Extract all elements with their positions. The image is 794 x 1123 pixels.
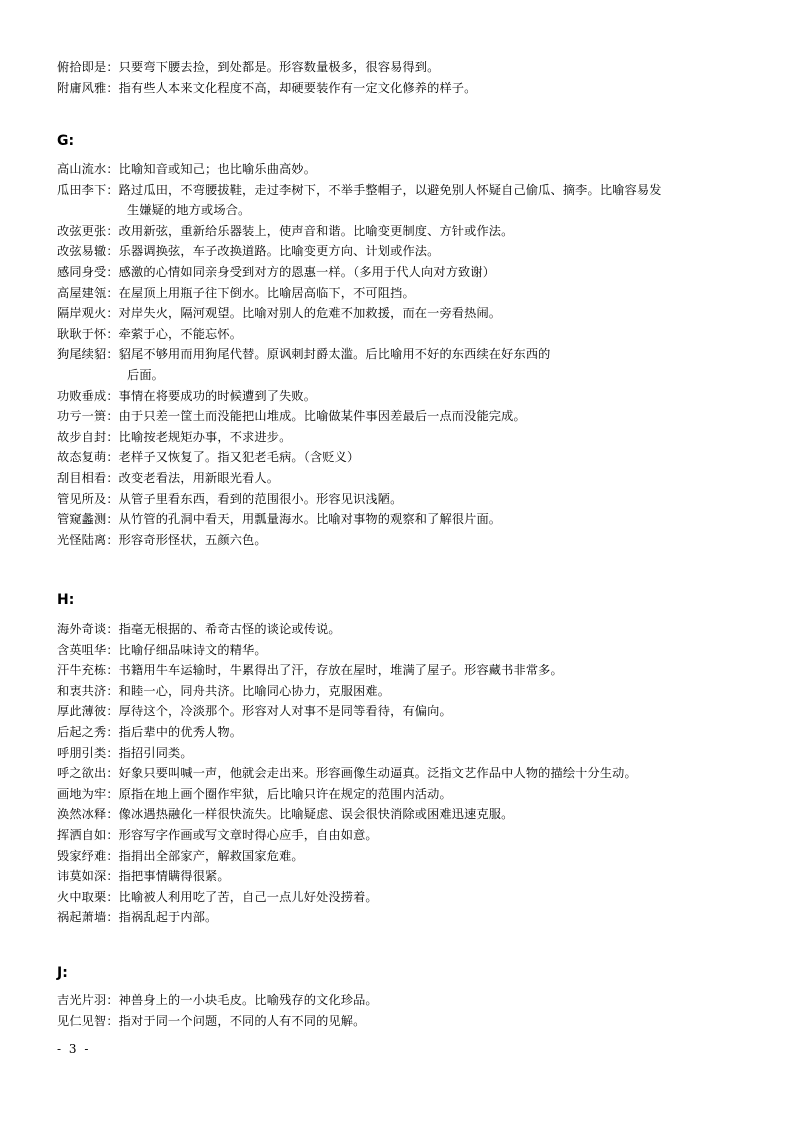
page-number: - 3 - [57, 1042, 91, 1056]
top-entries [57, 57, 757, 98]
entry-line: 功亏一篑：由于只差一筐土而没能把山堆成。比喻做某件事因差最后一点而没能完成。 [57, 409, 526, 424]
entry-continuation: 后面。 [127, 367, 165, 382]
entry-line: 附庸风雅：指有些人本来文化程度不高，却硬要装作有一定文化修养的样子。 [57, 80, 477, 95]
entry-line: 俯拾即是：只要弯下腰去捡，到处都是。形容数量极多，很容易得到。 [57, 60, 440, 74]
entry-line: 感同身受：感激的心情如同亲身受到对方的恩惠一样。（多用于代人向对方致谢） [57, 264, 496, 279]
entry-line: 见仁见智：指对于同一个问题，不同的人有不同的见解。 [57, 1013, 366, 1028]
section-j-list [57, 990, 757, 1031]
entry-line: 管见所及：从管子里看东西，看到的范围很小。形容见识浅陋。 [57, 491, 403, 506]
section-heading-j: J: [57, 965, 68, 981]
entry-line: 挥洒自如：形容写字作画或写文章时得心应手，自由如意。 [57, 827, 378, 842]
entry-line: 改弦更张：改用新弦，重新给乐器装上，使声音和谐。比喻变更制度、方针或作法。 [57, 223, 514, 238]
entry-line: 呼朋引类：指招引同类。 [57, 745, 193, 760]
entry-line: 吉光片羽：神兽身上的一小块毛皮。比喻残存的文化珍品。 [57, 993, 378, 1007]
entry-line: 和衷共济：和睦一心，同舟共济。比喻同心协力，克服困难。 [57, 683, 391, 698]
section-heading-h: H: [57, 592, 75, 608]
entry-line: 呼之欲出：好象只要叫喊一声，他就会走出来。形容画像生动逼真。泛指文艺作品中人物的描绘十分生动。 [57, 766, 637, 781]
entry-line: 含英咀华：比喻仔细品味诗文的精华。 [57, 642, 267, 657]
entry-line: 故步自封：比喻按老规矩办事，不求进步。 [57, 429, 292, 444]
entry-line: 讳莫如深：指把事情瞒得很紧。 [57, 869, 230, 884]
entry-line: 故态复萌：老样子又恢复了。指又犯老毛病。（含贬义） [57, 450, 360, 465]
entry-line: 功败垂成：事情在将要成功的时候遭到了失败。 [57, 388, 317, 403]
entry-line: 厚此薄彼：厚待这个，冷淡那个。形容对人对事不是同等看待，有偏向。 [57, 704, 452, 719]
entry-line: 隔岸观火：对岸失火，隔河观望。比喻对别人的危难不加救援，而在一旁看热闹。 [57, 306, 502, 321]
entry-continuation: 生嫌疑的地方或场合。 [127, 203, 251, 218]
entry-line: 画地为牢：原指在地上画个圈作牢狱，后比喻只许在规定的范围内活动。 [57, 786, 452, 801]
entry-line: 海外奇谈：指毫无根据的、希奇古怪的谈论或传说。 [57, 622, 341, 636]
entry-line: 汗牛充栋：书籍用牛车运输时，牛累得出了汗，存放在屋时，堆满了屋子。形容藏书非常多。 [57, 663, 563, 678]
entry-line: 刮目相看：改变老看法，用新眼光看人。 [57, 470, 280, 485]
entry-line: 涣然冰释：像冰遇热融化一样很快流失。比喻疑虑、误会很快消除或困难迅速克服。 [57, 807, 514, 822]
entry-line: 瓜田李下：路过瓜田，不弯腰拔鞋，走过李树下，不举手整帽子，以避免别人怀疑自己偷瓜、摘李。比喻容易发 [57, 182, 662, 197]
entry-line: 火中取栗：比喻被人利用吃了苦，自己一点儿好处没捞着。 [57, 889, 378, 904]
section-h-list [57, 619, 757, 928]
entry-line: 毁家纾难：指捐出全部家产，解救国家危难。 [57, 848, 304, 863]
entry-line: 耿耿于怀：牵萦于心，不能忘怀。 [57, 326, 243, 341]
entry-line: 狗尾续貂：貂尾不够用而用狗尾代替。原讽刺封爵太滥。后比喻用不好的东西续在好东西的 [57, 347, 551, 362]
entry-line: 高山流水：比喻知音或知己；也比喻乐曲高妙。 [57, 162, 317, 176]
entry-line: 祸起萧墙：指祸乱起于内部。 [57, 910, 218, 925]
section-heading-g: G: [57, 133, 75, 149]
entry-line: 改弦易辙：乐器调换弦，车子改换道路。比喻变更方向、计划或作法。 [57, 244, 440, 259]
entry-line: 高屋建瓴：在屋顶上用瓶子往下倒水。比喻居高临下，不可阻挡。 [57, 285, 415, 300]
section-g-list [57, 159, 757, 550]
entry-line: 后起之秀：指后辈中的优秀人物。 [57, 724, 243, 739]
entry-line: 光怪陆离：形容奇形怪状，五颜六色。 [57, 532, 267, 547]
entry-line: 管窥蠡测：从竹管的孔洞中看天，用瓢量海水。比喻对事物的观察和了解很片面。 [57, 512, 502, 527]
